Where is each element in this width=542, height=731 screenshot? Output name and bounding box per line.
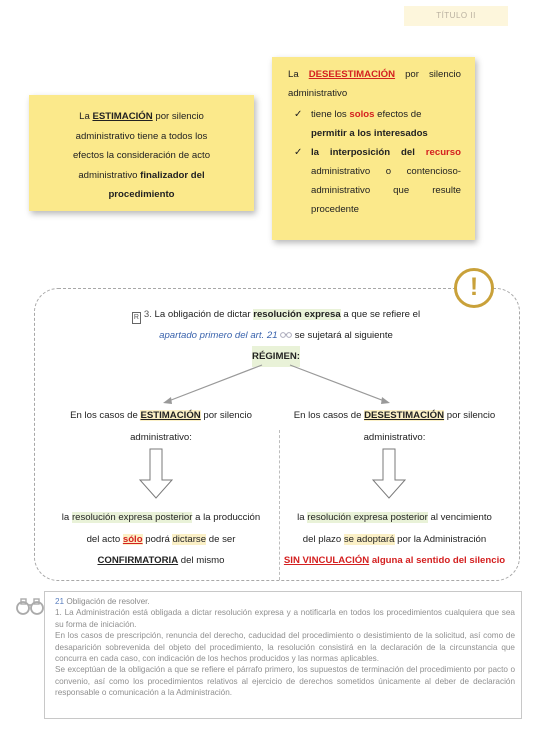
col-line: administrativo: bbox=[130, 431, 192, 443]
col-line bbox=[56, 405, 266, 427]
bold-text: permitir a los interesados bbox=[311, 128, 428, 139]
text: La obligación de dictar bbox=[151, 309, 254, 320]
highlight-text: dictarse bbox=[172, 533, 207, 545]
estimacion-heading bbox=[56, 405, 266, 448]
highlight-text: resolución expresa bbox=[253, 309, 341, 320]
col-line bbox=[282, 405, 507, 427]
text: Obligación de resolver. bbox=[64, 597, 150, 606]
column-divider bbox=[279, 430, 280, 580]
estimacion-term: ESTIMACIÓN bbox=[92, 111, 153, 122]
text: por la Administración bbox=[394, 533, 487, 545]
check-icon: ✓ bbox=[294, 147, 303, 158]
highlight-text: se adoptará bbox=[343, 533, 395, 545]
branch-line-left bbox=[166, 365, 262, 402]
bookmark-icon[interactable]: R bbox=[132, 312, 141, 324]
article-link[interactable]: apartado primero del art. 21 bbox=[159, 330, 278, 341]
text: administrativo bbox=[78, 169, 141, 181]
reference-paragraph: 1. La Administración está obligada a dictar resolución expresa y a notificarla en todos los procedimientos cualquiera que sea su forma de iniciación. bbox=[55, 608, 515, 629]
text: del mismo bbox=[178, 555, 225, 566]
article-number: 21 bbox=[55, 597, 65, 606]
article-reference bbox=[44, 591, 522, 719]
text: La bbox=[79, 111, 93, 122]
bold-text: la interposición del bbox=[311, 147, 426, 158]
text: la bbox=[61, 512, 72, 523]
text: por silencio bbox=[200, 410, 252, 421]
text: En los casos de bbox=[293, 410, 365, 421]
note-line: administrativo tiene a todos los bbox=[75, 130, 208, 142]
warning-icon: ! bbox=[454, 268, 494, 308]
text: la bbox=[297, 512, 308, 523]
col-line bbox=[56, 550, 266, 572]
branch-line-right bbox=[290, 365, 387, 402]
reference-paragraph: En los casos de prescripción, renuncia del derecho, caducidad del procedimiento o desistimiento de la solicitud, así como de desaparición sobrevenida del objeto del procedimiento, la resolución consistirá en la declaración de la circunstancia que concurra en cada caso, con indicación de los hechos producidos y las normas aplicables. bbox=[55, 631, 515, 664]
desestimacion-result bbox=[282, 507, 507, 572]
red-bold-text: SIN VINCULACIÓN bbox=[283, 555, 370, 566]
paragraph-number: 3. bbox=[143, 309, 152, 320]
desestimacion-term: DESESTIMACIÓN bbox=[364, 410, 445, 421]
text: En los casos de bbox=[70, 410, 141, 421]
reference-title bbox=[55, 596, 515, 607]
text: podrá bbox=[142, 533, 173, 545]
text: a la producción bbox=[192, 512, 261, 523]
col-line bbox=[282, 550, 507, 572]
text: administrativo o contencioso-administrativo que resulte procedente bbox=[311, 166, 461, 215]
note-line: procedimiento bbox=[108, 189, 175, 200]
text: del acto bbox=[86, 533, 123, 545]
text: se sujetará al siguiente bbox=[294, 330, 393, 341]
section-title: TÍTULO II bbox=[404, 6, 508, 26]
col-line bbox=[282, 507, 507, 529]
red-bold-text: alguna al sentido del silencio bbox=[369, 555, 506, 566]
text: del plazo bbox=[302, 533, 344, 545]
reference-paragraph: Se exceptúan de la obligación a que se refiere el párrafo primero, los supuestos de terminación del procedimiento por pacto o convenio, así como los procedimientos relativos al ejercicio de derechos sometidos únicamente al deber de declaración responsable o comunicación a la Administración. bbox=[55, 665, 515, 698]
text: tiene los bbox=[311, 109, 350, 120]
red-bold-text: solos bbox=[349, 109, 375, 120]
text: efectos de bbox=[374, 109, 422, 120]
check-icon: ✓ bbox=[294, 109, 303, 120]
text: a que se refiere el bbox=[340, 309, 421, 320]
col-line bbox=[56, 507, 266, 529]
desestimacion-term: DESEESTIMACIÓN bbox=[308, 69, 396, 80]
col-line bbox=[56, 529, 266, 551]
regimen-label: RÉGIMEN: bbox=[252, 346, 300, 367]
red-bold-text: sólo bbox=[122, 533, 143, 545]
red-bold-text: recurso bbox=[425, 147, 461, 158]
text: por silencio bbox=[395, 69, 461, 80]
note-line: efectos la consideración de acto bbox=[72, 150, 211, 161]
col-line bbox=[282, 529, 507, 551]
estimacion-term: ESTIMACIÓN bbox=[140, 410, 201, 421]
note-line: administrativo bbox=[288, 88, 348, 99]
highlight-text: resolución expresa posterior bbox=[307, 512, 428, 523]
bold-text: finalizador del bbox=[140, 169, 205, 181]
text: por silencio bbox=[444, 410, 496, 421]
highlight-text: resolución expresa posterior bbox=[71, 512, 193, 523]
down-arrow-left bbox=[140, 449, 172, 498]
down-arrow-right bbox=[373, 449, 405, 498]
text: de ser bbox=[206, 533, 236, 545]
desestimacion-heading bbox=[282, 405, 507, 448]
estimacion-result bbox=[56, 507, 266, 572]
text: por silencio bbox=[152, 111, 204, 122]
arrow-head-left bbox=[163, 397, 172, 404]
binoculars-icon bbox=[15, 597, 45, 615]
text: al vencimiento bbox=[427, 512, 492, 523]
text: La bbox=[288, 69, 309, 80]
bold-text: CONFIRMATORIA bbox=[97, 555, 179, 566]
col-line: administrativo: bbox=[363, 431, 426, 443]
arrow-head-right bbox=[381, 397, 390, 404]
